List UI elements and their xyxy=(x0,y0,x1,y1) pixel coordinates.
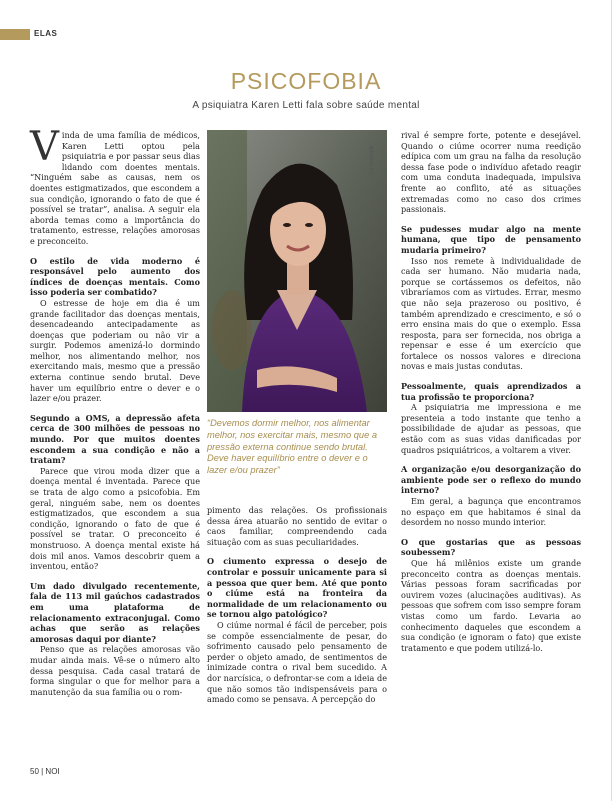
question: O estilo de vida moderno é responsável pelo aumento dos índices de doenças mentais. Como isso poderia ser combatido? xyxy=(30,255,200,298)
answer: rival é sempre forte, potente e desejável. Quando o ciúme ocorrer numa reedição edípica com um grau na falha da resolução dessa fase pode o indivíduo afetado reagir com uma conduta inadequada, impulsiva frente ao conflito, até as situações extremadas como no caso dos crimes passionais. xyxy=(401,130,581,215)
portrait-photo xyxy=(207,130,387,412)
question: O ciumento expressa o desejo de controlar e possuir unicamente para si a pessoa que quer bem. Até que ponto o ciúme está na fronteira da normalidade de um relacionamento ou se tornou algo patológico? xyxy=(207,556,387,620)
page-footer: 50 | NOI xyxy=(30,767,60,776)
article-subtitle: A psiquiatra Karen Letti fala sobre saúde mental xyxy=(192,100,420,111)
answer: Penso que as relações amorosas vão mudar ainda mais. Vê-se o número alto dessa pesquisa. Cada casal tratará de forma singular o que for melhor para a manutenção da sua família ou o rom- xyxy=(30,644,200,697)
pull-quote: “Devemos dormir melhor, nos alimentar melhor, nos exercitar mais, mesmo que a pressão externa continue sendo brutal. Deve haver equilíbrio entre o dever e o lazer e/ou prazer” xyxy=(207,418,377,476)
answer: Parece que virou moda dizer que a doença mental é inventada. Parece que se trata de algo como a psicofobia. Em geral, ninguém sabe, nem os doentes estigmatizados, que escondem a sua condição, ignorando o fato de que é possível se tratar. O preconceito é monstruoso. A doença mental existe há dois mil anos. Vamos descobrir quem a inventou, então? xyxy=(30,465,200,572)
question: O que gostarias que as pessoas soubessem? xyxy=(401,536,581,558)
text-column-3 xyxy=(401,130,581,653)
text-column-2 xyxy=(207,505,387,705)
answer: Que há milênios existe um grande preconceito contra as doenças mentais. Várias pessoas foram sacrificadas por ouvirem vozes (alucinações auditivas). As pessoas que sofrem com isso sempre foram vistas como um fardo. Levaria ao conhecimento daqueles que escondem a sua condição (e ignoram o fato) que existe tratamento e que podem utilizá-lo. xyxy=(401,557,581,653)
answer: pimento das relações. Os profissionais dessa área atuarão no sentido de evitar o caos familiar, compreendendo cada situação com as suas peculiaridades. xyxy=(207,505,387,547)
photo-credit: Cy Simonetti xyxy=(369,145,375,174)
answer: A psiquiatria me impressiona e me presenteia a todo instante que tenho a possibilidade de ajudar as pessoas, que estão com as suas vidas danificadas por quadros psiquiátricos, a voltarem a viver. xyxy=(401,402,581,455)
question: Segundo a OMS, a depressão afeta cerca de 300 milhões de pessoas no mundo. Por que muitos doentes escondem a sua condição e não a tratam? xyxy=(30,412,200,466)
drop-cap: V xyxy=(30,124,59,170)
question: Um dado divulgado recentemente, fala de 113 mil gaúchos cadastrados em uma plataforma de relacionamento extraconjugal. Como achas que serão as relações amorosas daqui por diante? xyxy=(30,580,200,644)
text-column-1 xyxy=(30,124,200,697)
section-label: ELAS xyxy=(34,29,58,38)
section-color-bar xyxy=(0,29,30,40)
portrait-illustration xyxy=(207,130,387,412)
question: Pessoalmente, quais aprendizados a tua profissão te proporciona? xyxy=(401,381,581,402)
article-title: PSICOFOBIA xyxy=(230,68,382,94)
answer: O ciúme normal é fácil de perceber, pois se compõe essencialmente de pesar, do sofrimento causado pelo pensamento de perder o objeto amado, de sentimentos de inimizade contra o rival bem sucedido. A dor narcísica, o defrontar-se com a ideia de que não somos tão indispensáveis para o amado como se pensava. A percepção do xyxy=(207,619,387,705)
question: Se pudesses mudar algo na mente humana, que tipo de pensamento mudaria primeiro? xyxy=(401,223,581,255)
question: A organização e/ou desorganização do ambiente pode ser o reflexo do mundo interno? xyxy=(401,464,581,496)
answer: O estresse de hoje em dia é um grande facilitador das doenças mentais, desencadeando antecipadamente as doenças que poderiam ou não vir a surgir. Podemos amenizá-lo dormindo melhor, nos alimentando melhor, nos exercitando mais, mesmo que a pressão externa continue sendo brutal. Deve haver um equilíbrio entre o dever e o lazer e/ou prazer. xyxy=(30,297,200,404)
answer: Em geral, a bagunça que encontramos no espaço em que habitamos é sinal da desordem no nosso mundo interior. xyxy=(401,496,581,528)
answer: Isso nos remete à individualidade de cada ser humano. Não mudaria nada, porque se cortássemos os defeitos, não vibraríamos com as virtudes. Errar, mesmo que não seja prazeroso ou positivo, é também aprendizado e crescimento, e só o erro ensina mais do que o exemplo. Essa resposta, para ser fornecida, nos obriga a repensar e esse é um exercício que fortalece os nossos valores e direciona novas e mais justas condutas. xyxy=(401,255,581,372)
intro-paragraph: Vinda de uma família de médicos, Karen Letti optou pela psiquiatria e por passar seus dias lidando com doentes mentais. “Ninguém sabe as causas, nem os doentes estigmatizados, que escondem a sua condição, ignorando o fato de que é possível se tratar”, analisa. A seguir ela aborda temas como a importância do tratamento, estresse, relações amorosas e preconceito. xyxy=(30,124,200,246)
